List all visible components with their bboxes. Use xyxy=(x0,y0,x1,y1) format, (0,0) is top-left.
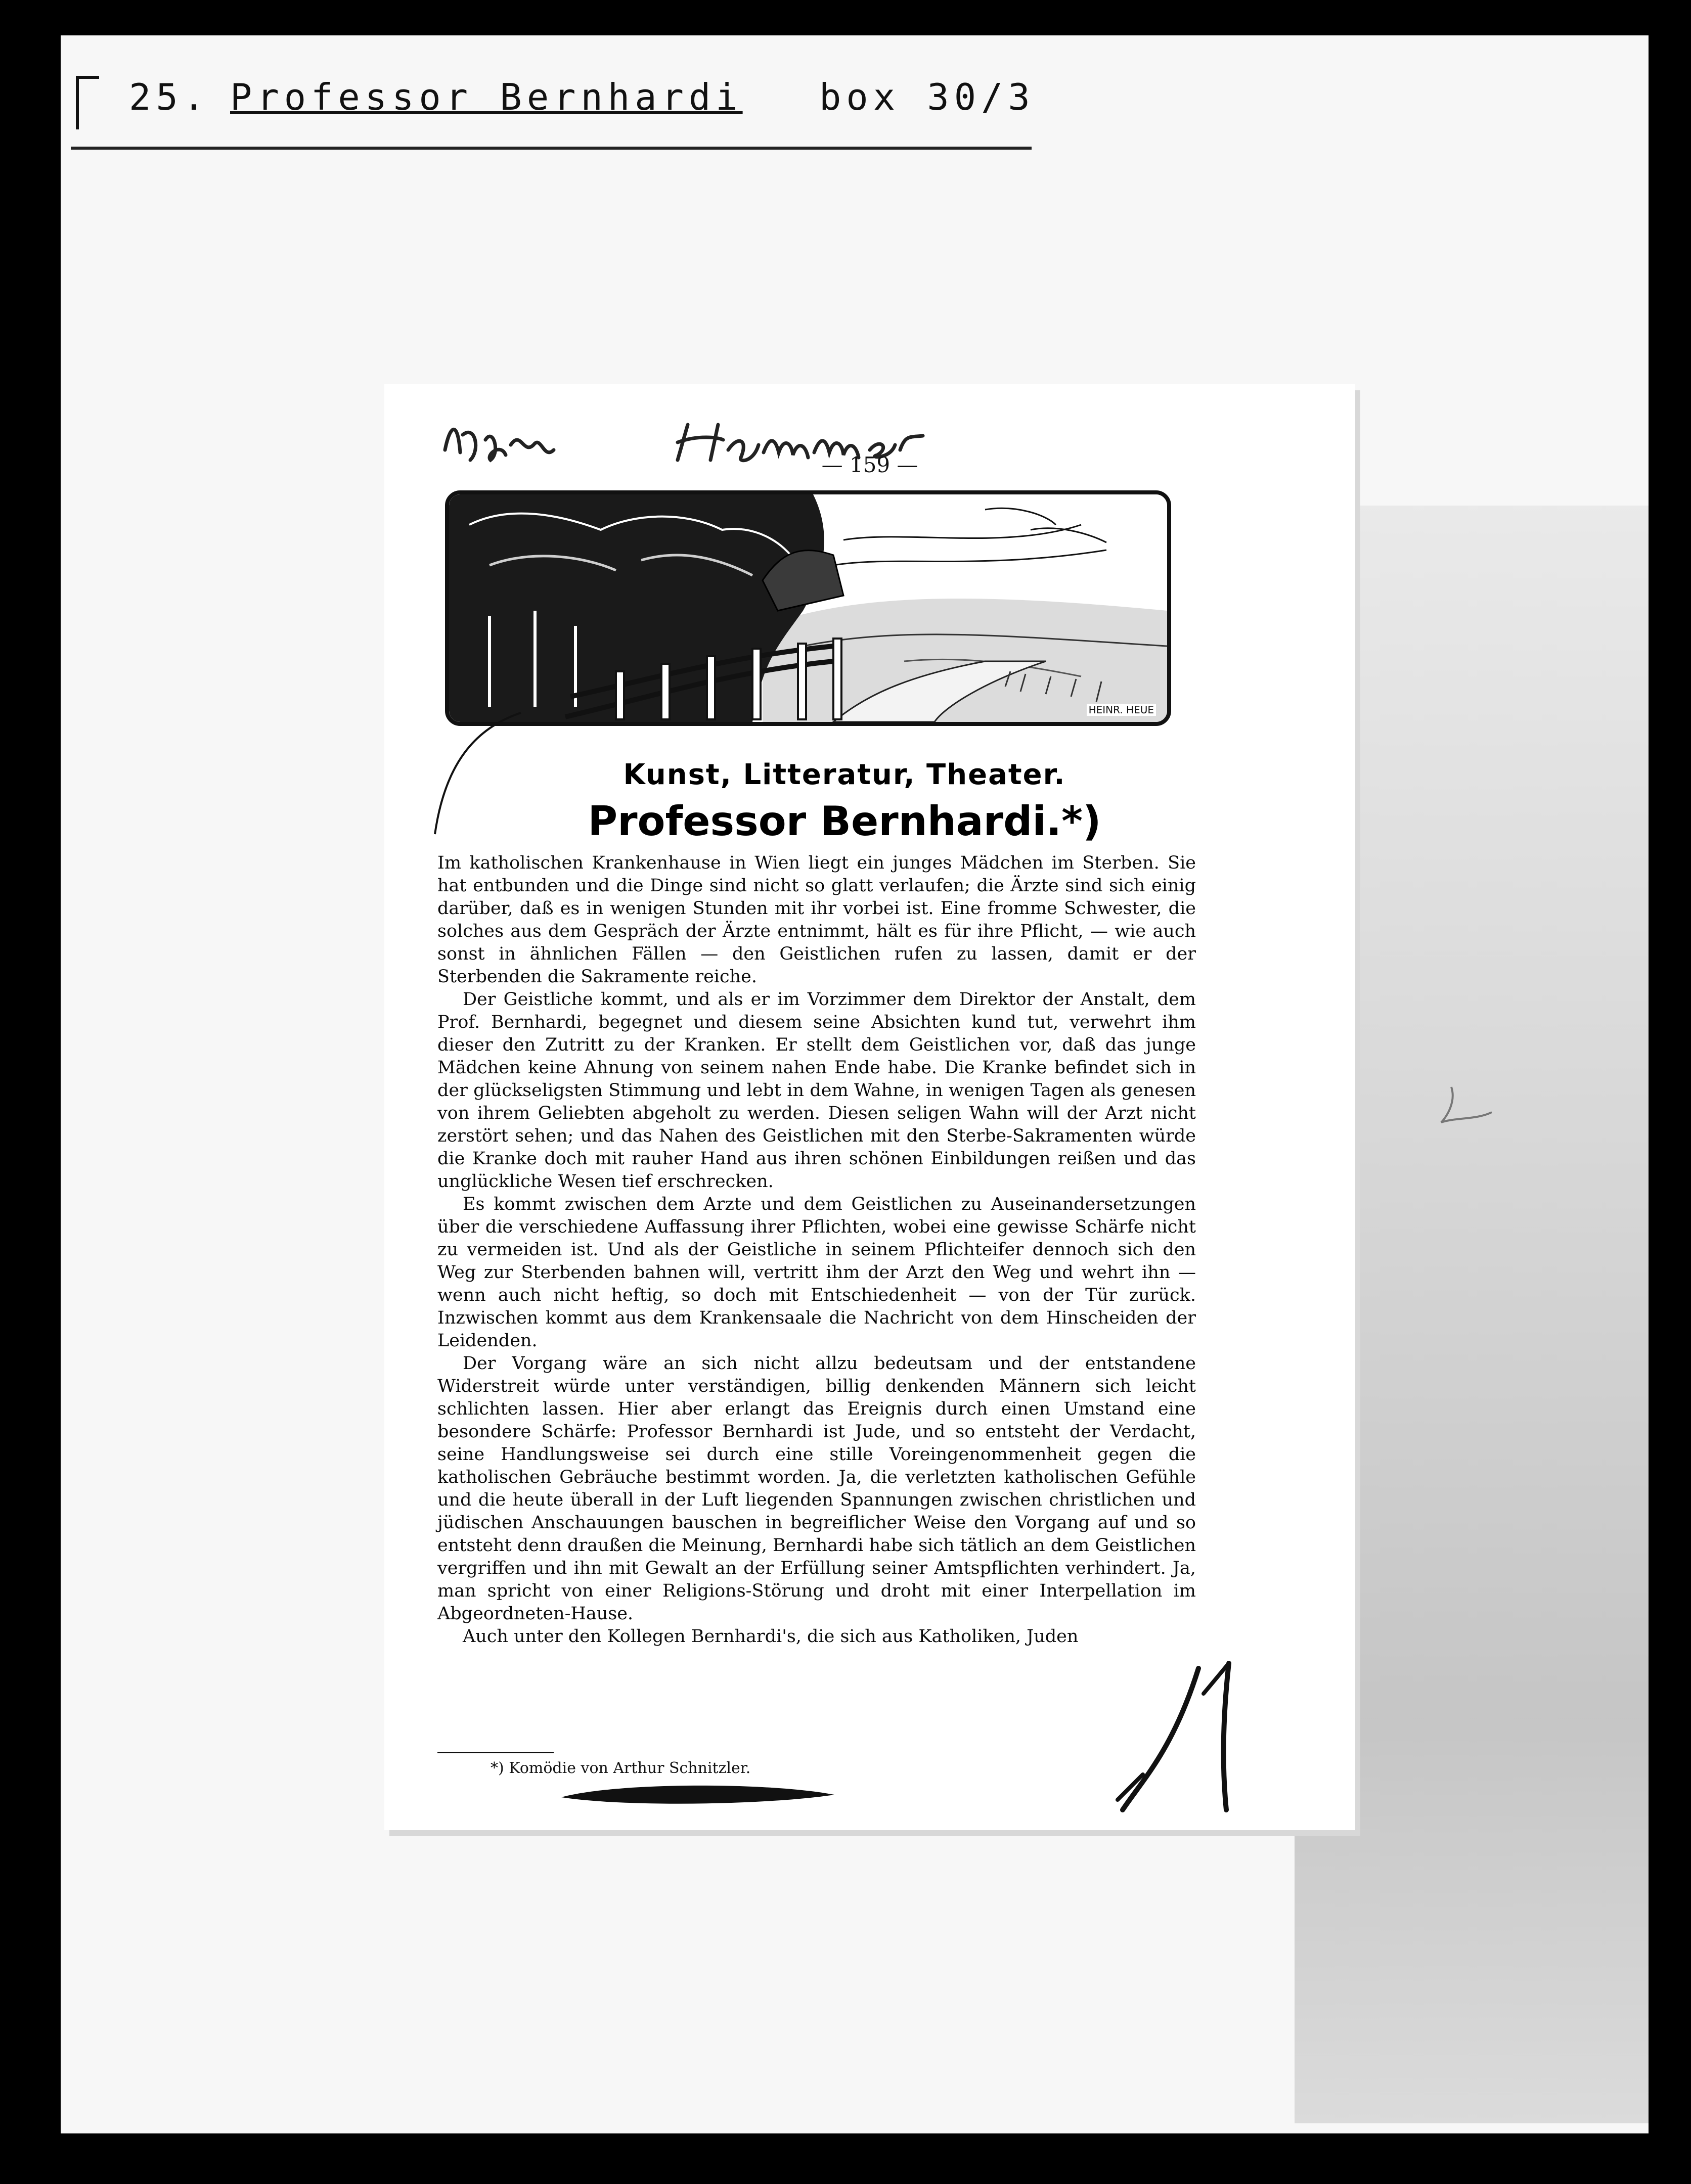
article-title: Professor Bernhardi.*) xyxy=(588,798,1101,845)
article-paragraph: Der Vorgang wäre an sich nicht allzu bedeutsam und der entstandene Widerstreit würde unter verständigen, billig denkenden Männern sich leicht schlichten lassen. Hier aber erlangt das Ereignis durch einen Umstand eine besondere Schärfe: Professor Bernhardi ist Jude, und so entsteht der Verdacht, seine Handlungsweise sei durch eine stille Voreingenommenheit gegen die katholischen Gebräuche bestimmt worden. Ja, die verletzten katholischen Gefühle und die heute überall in der Luft liegenden Spannungen zwischen christlichen und jüdischen Anschauungen bauschen in begreiflicher Weise den Vorgang auf und so entsteht denn draußen die Meinung, Bernhardi habe sich tätlich an dem Geistlichen vergriffen und ihn mit Gewalt an der Erfüllung seiner Amtspflichten verhindert. Ja, man spricht von einer Religions-Störung und droht mit einer Interpellation im Abgeordneten-Hause. xyxy=(437,1353,1196,1624)
newspaper-clipping xyxy=(384,384,1355,1830)
header-title: Professor Bernhardi xyxy=(230,76,743,118)
page-number: — 159 — xyxy=(821,452,918,477)
section-heading: Kunst, Litteratur, Theater. xyxy=(623,758,1066,791)
footnote: *) Komödie von Arthur Schnitzler. xyxy=(491,1759,751,1777)
ink-underline-mark xyxy=(556,1780,839,1810)
handwritten-pen-strokes xyxy=(1112,1648,1274,1820)
landscape-illustration xyxy=(445,490,1171,726)
footnote-divider xyxy=(437,1752,554,1753)
article-body xyxy=(437,852,1196,1648)
margin-pencil-mark xyxy=(1436,1082,1497,1127)
header-box-label: box 30/3 xyxy=(819,76,1035,118)
illustrator-signature: HEINR. HEUE xyxy=(1087,704,1156,716)
article-paragraph: Der Geistliche kommt, und als er im Vorzimmer dem Direktor der Anstalt, dem Prof. Bernhardi, begegnet und diesem seine Absichten kund tut, verwehrt ihm dieser den Zutritt zu der Kranken. Er stellt dem Geistlichen vor, daß das junge Mädchen keine Ahnung von seinem nahen Ende habe. Die Kranke befindet sich in der glückseligsten Stimmung und lebt in dem Wahne, in wenigen Tagen als genesen von ihrem Geliebten abgeholt zu werden. Diesen seligen Wahn will der Arzt nicht zerstört sehen; und das Nahen des Geistlichen mit den Sterbe-Sakramenten würde die Kranke doch mit rauher Hand aus ihren schönen Einbildungen reißen und das unglückliche Wesen tief erschrecken. xyxy=(437,989,1196,1192)
article-paragraph: Es kommt zwischen dem Arzte und dem Geistlichen zu Auseinandersetzungen über die verschiedene Auffassung ihrer Pflichten, wobei eine gewisse Schärfe nicht zu vermeiden ist. Und als der Geistliche in seinem Pflichteifer dennoch sich den Weg zur Sterbenden bahnen will, vertritt ihm der Arzt den Weg und wehrt ihn — wenn auch nicht heftig, so doch mit Entschiedenheit — von der Tür zurück. Inzwischen kommt aus dem Krankensaale die Nachricht von dem Hinscheiden der Leidenden. xyxy=(437,1194,1196,1351)
article-paragraph: Im katholischen Krankenhause in Wien liegt ein junges Mädchen im Sterben. Sie hat entbunden und die Dinge sind nicht so glatt verlaufen; die Ärzte sind sich einig darüber, daß es in wenigen Stunden mit ihr vorbei ist. Eine fromme Schwester, die solches aus dem Gespräch der Ärzte entnimmt, hält es für ihre Pflicht, — wie auch sonst in ähnlichen Fällen — den Geistlichen rufen zu lassen, damit er der Sterbenden die Sakramente reiche. xyxy=(437,853,1196,987)
header-number: 25. xyxy=(129,76,210,118)
article-paragraph: Auch unter den Kollegen Bernhardi's, die sich aus Katholiken, Juden xyxy=(463,1626,1079,1647)
